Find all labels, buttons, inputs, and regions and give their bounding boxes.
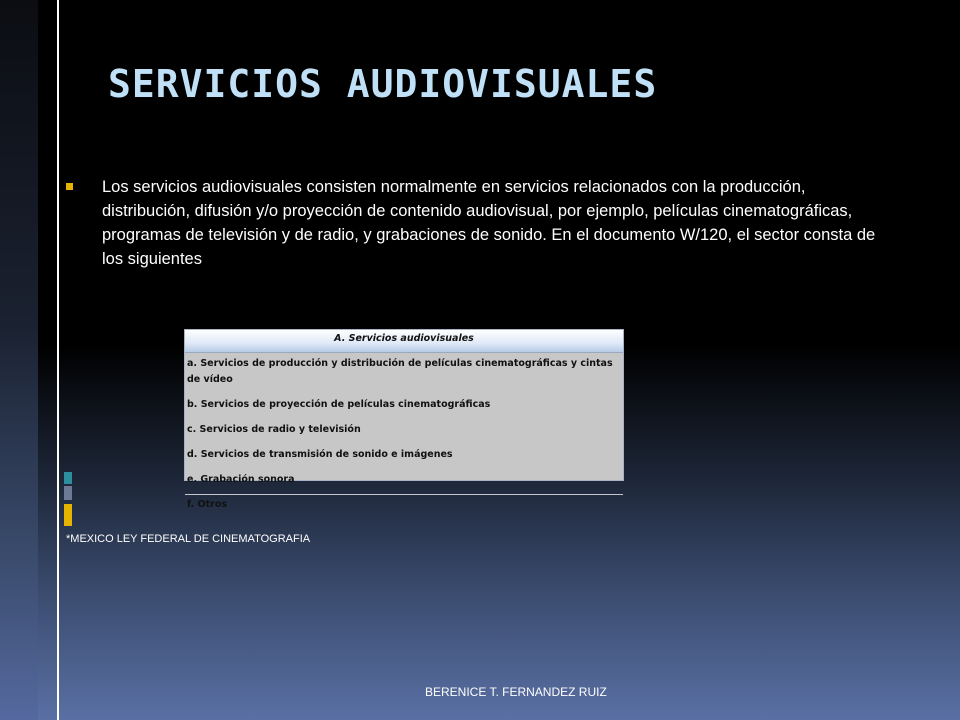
table-header: A. Servicios audiovisuales xyxy=(185,330,623,353)
table-row: f. Otros xyxy=(185,494,623,515)
table-row: b. Servicios de proyección de películas cinematográficas xyxy=(185,394,623,415)
author-footer: BERENICE T. FERNANDEZ RUIZ xyxy=(425,685,607,699)
gold-accent-block xyxy=(64,504,72,526)
bullet-text: Los servicios audiovisuales consisten normalmente en servicios relacionados con la producción, distribución, difusión y/o proyección de contenido audiovisual, por ejemplo, películas cinematográficas, programas de televisión y de radio, y grabaciones de sonido. En el documento W/120, el sector consta de los siguientes xyxy=(102,178,876,268)
left-sidebar-band xyxy=(0,0,38,720)
gray-accent-block xyxy=(64,486,72,500)
table-row: d. Servicios de transmisión de sonido e imágenes xyxy=(185,444,623,465)
services-table-image xyxy=(184,329,624,510)
table-row: c. Servicios de radio y televisión xyxy=(185,419,623,440)
bullet-paragraph xyxy=(66,175,886,271)
slide-title: SERVICIOS AUDIOVISUALES xyxy=(108,62,658,106)
vertical-divider-line xyxy=(57,0,59,720)
table-row: a. Servicios de producción y distribución de películas cinematográficas y cintas de vídeo xyxy=(185,353,623,390)
square-bullet-icon xyxy=(66,183,73,190)
source-footnote: *MEXICO LEY FEDERAL DE CINEMATOGRAFIA xyxy=(66,533,311,545)
teal-accent-block xyxy=(64,472,72,484)
table-row: e. Grabación sonora xyxy=(185,469,623,490)
